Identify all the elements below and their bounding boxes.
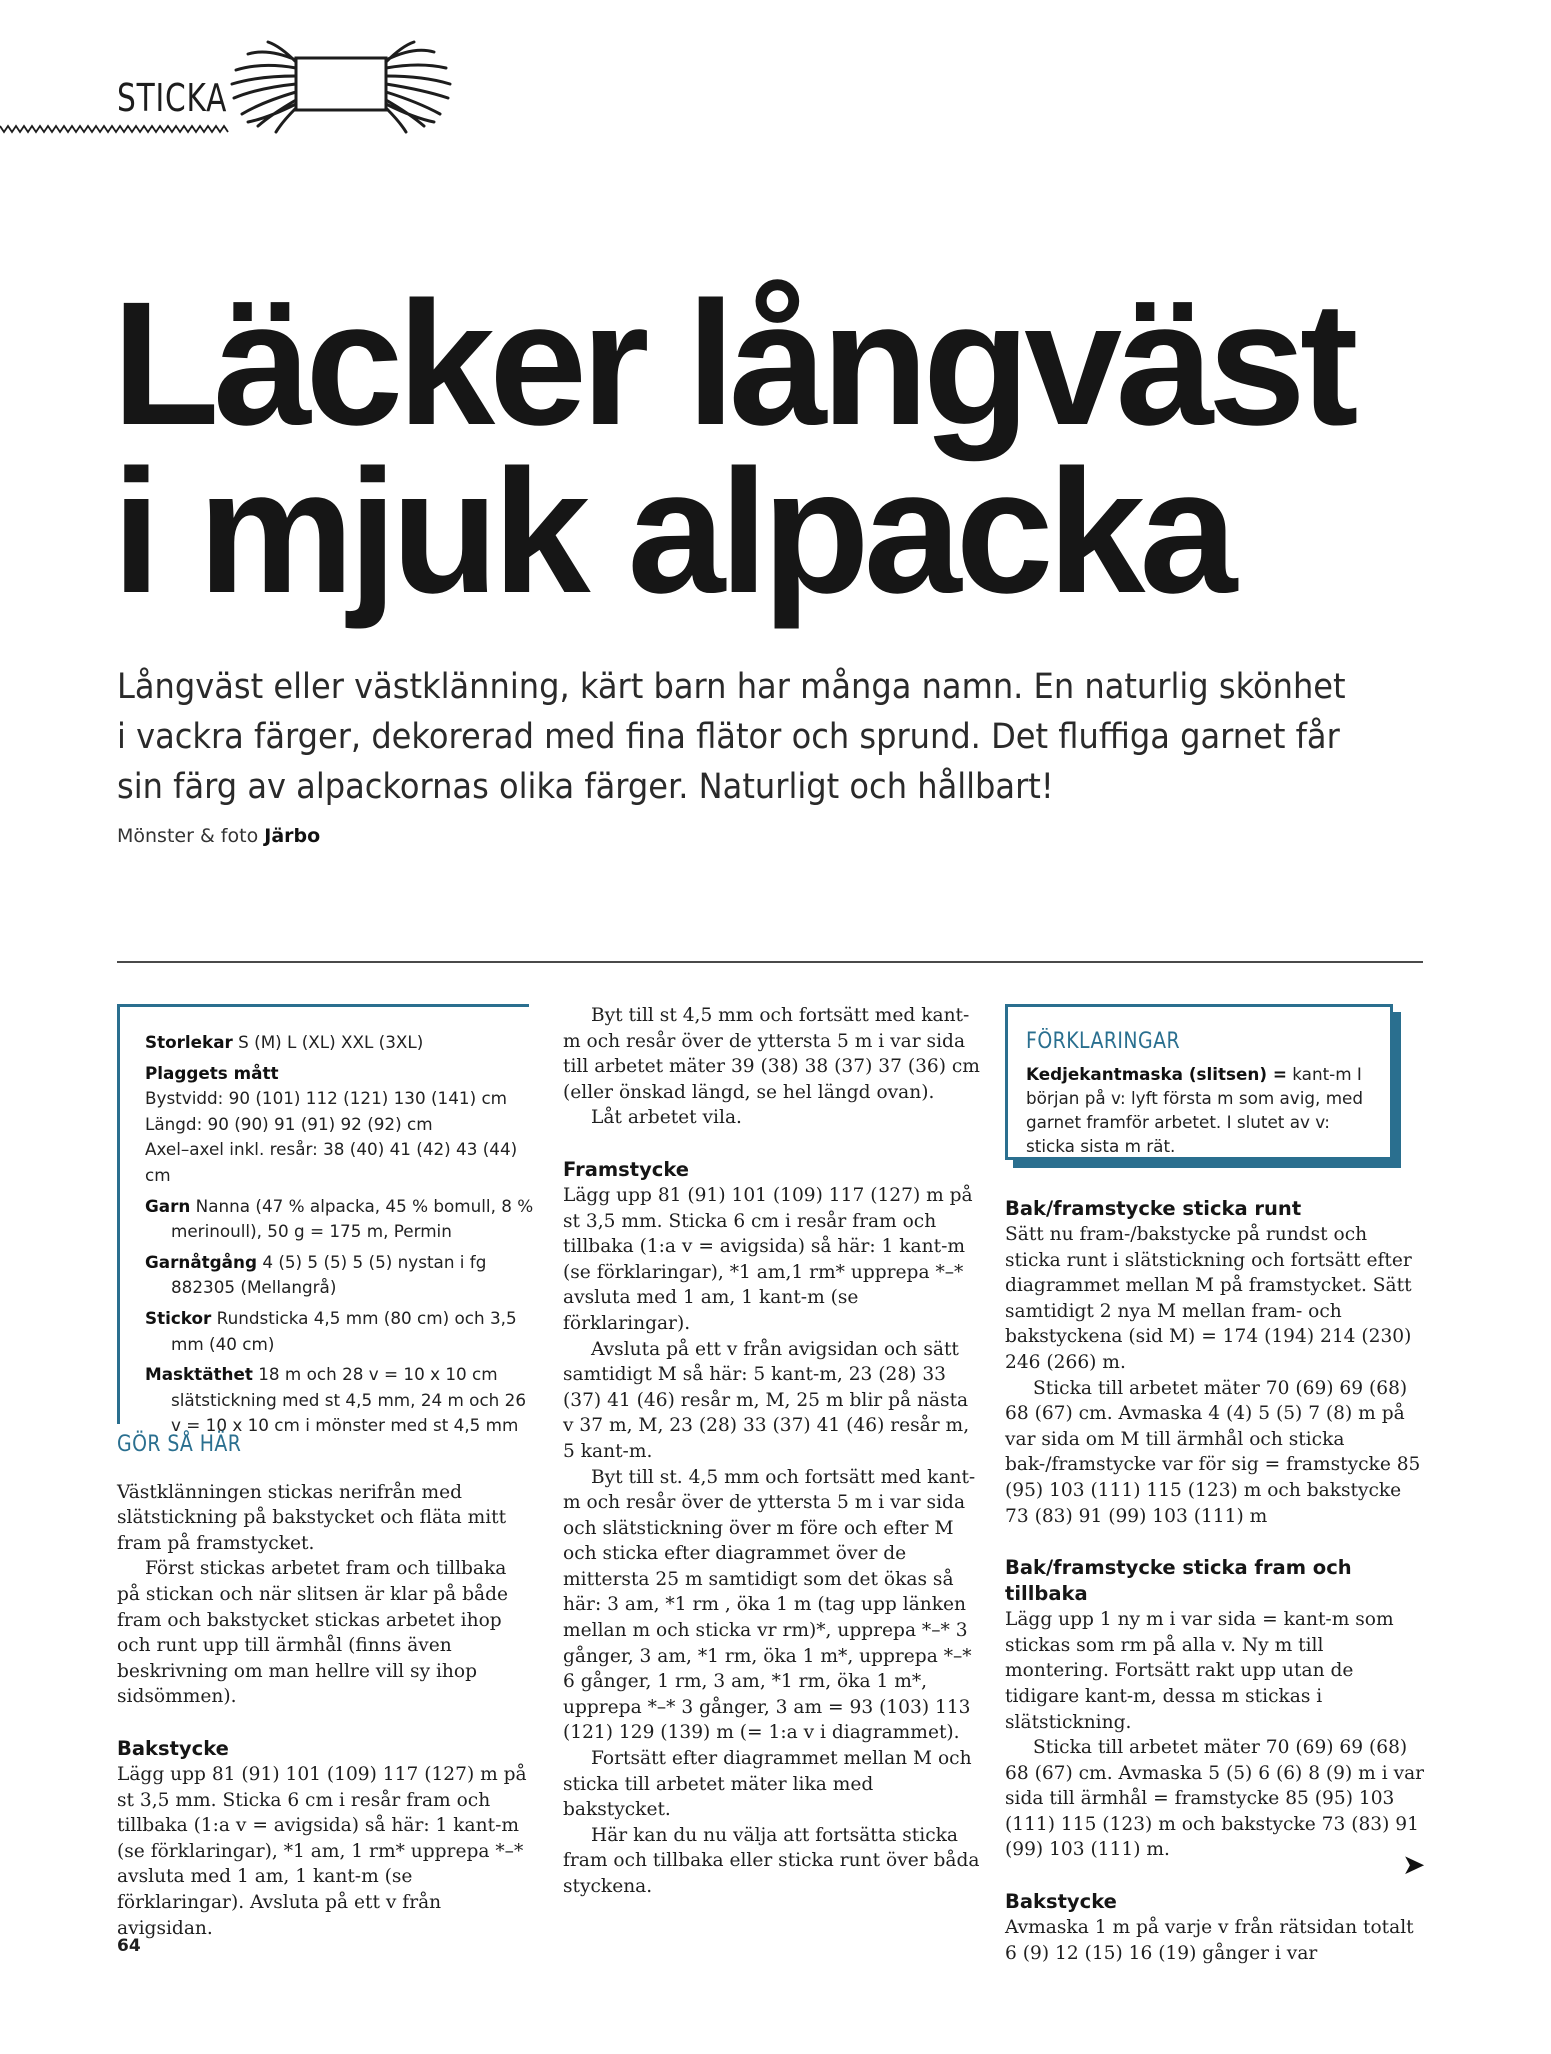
matt-line: Axel–axel inkl. resår: 38 (40) 41 (42) 43 (44) cm: [145, 1139, 518, 1185]
title-line-1: Läcker långväst: [112, 266, 1353, 462]
section-label: STICKA: [117, 76, 228, 120]
paragraph: Fortsätt efter diagrammet mellan M och sticka till arbetet mäter lika med bakstycket.: [563, 1748, 972, 1821]
explanation-text: [1026, 1062, 1372, 1158]
continue-arrow-icon: ➤: [1402, 1849, 1426, 1880]
yarn-skein-icon: [228, 40, 453, 135]
stickor-value: Rundsticka 4,5 mm (80 cm) och 3,5 mm (40 cm): [171, 1307, 517, 1354]
credit-line: [117, 825, 320, 847]
zigzag-divider: [0, 124, 230, 134]
column-1: [117, 1432, 532, 1941]
page-title: [112, 266, 1353, 630]
paragraph: Lägg upp 81 (91) 101 (109) 117 (127) m på st 3,5 mm. Sticka 6 cm i resår fram och tillbaka (1:a v = avigsida) så här: 1 kant-m (se förklaringar), *1 am, 1 rm* upprepa *–* avsluta med 1 am, 1 kant-m (se förklaringar). Avsluta på ett v från avigsidan.: [117, 1763, 527, 1939]
explanations-box: [1005, 1004, 1393, 1160]
explanation-definition: kant-m I början på v: lyft första m som avig, med garnet framför arbetet. I slutet av v: sticka sista m rät.: [1026, 1064, 1364, 1156]
page-number: 64: [117, 1936, 141, 1956]
paragraph: Västklänningen stickas nerifrån med slätstickning på bakstycket och fläta mitt fram på framstycket.: [117, 1481, 507, 1554]
paragraph: Avmaska 1 m på varje v från rätsidan totalt 6 (9) 12 (15) 16 (19) gånger i var: [1005, 1917, 1414, 1964]
facts-panel: [145, 1030, 535, 1444]
column-3: [1005, 1196, 1425, 1966]
matt-line: Bystvidd: 90 (101) 112 (121) 130 (141) cm: [145, 1088, 508, 1109]
column-2: [563, 1003, 983, 1900]
subheading-runt: Bak/framstycke sticka runt: [1005, 1197, 1302, 1220]
paragraph: Sticka till arbetet mäter 70 (69) 69 (68) 68 (67) cm. Avmaska 5 (5) 6 (6) 8 (9) m i var sida till ärmhål = framstycke 85 (95) 103 (111) 115 (123) m och bakstycke 73 (83) 91 (99) 103 (111) m.: [1005, 1737, 1425, 1861]
paragraph: Låt arbetet vila.: [591, 1107, 742, 1129]
lead-paragraph: Långväst eller västklänning, kärt barn har många namn. En naturlig skönhet i vackra färger, dekorerad med fina flätor och sprund. Det fluffiga garnet får sin färg av alpackornas olika färger. Naturligt och hållbart!: [117, 667, 1346, 807]
stickor-label: Stickor: [145, 1307, 212, 1328]
garnatgang-label: Garnåtgång: [145, 1251, 257, 1272]
paragraph: Sätt nu fram-/bakstycke på rundst och sticka runt i slätstickning och fortsätt efter diagrammet mellan M på framstycket. Sätt samtidigt 2 nya M mellan fram- och bakstyckena (sid M) = 174 (194) 214 (230) 246 (266) m.: [1005, 1224, 1412, 1373]
garn-label: Garn: [145, 1195, 191, 1216]
explanation-term: Kedjekantmaska (slitsen) =: [1026, 1064, 1287, 1084]
paragraph: Lägg upp 1 ny m i var sida = kant-m som stickas som rm på alla v. Ny m till montering. Fortsätt rakt upp utan de tidigare kant-m, dessa m stickas i slätstickning.: [1005, 1609, 1394, 1733]
title-line-2: i mjuk alpacka: [112, 434, 1232, 630]
paragraph: Avsluta på ett v från avigsidan och sätt samtidigt M så här: 5 kant-m, 23 (28) 33 (37) 41 (46) resår m, M, 25 m blir på nästa v 37 m, M, 23 (28) 33 (37) 41 (46) resår m, 5 kant-m.: [563, 1338, 970, 1462]
subheading-fram-och-tillbaka: Bak/framstycke sticka fram och tillbaka: [1005, 1556, 1352, 1606]
masktathet-label: Masktäthet: [145, 1364, 253, 1385]
storlekar-value: S (M) L (XL) XXL (3XL): [238, 1032, 424, 1052]
garn-value: Nanna (47 % alpacka, 45 % bomull, 8 % merinoull), 50 g = 175 m, Permin: [171, 1195, 534, 1242]
paragraph: Här kan du nu välja att fortsätta sticka fram och tillbaka eller sticka runt över båda styckena.: [563, 1824, 980, 1897]
paragraph: Byt till st 4,5 mm och fortsätt med kant-m och resår över de yttersta 5 m i var sida till arbetet mäter 39 (38) 38 (37) 37 (36) cm (eller önskad längd, se hel längd ovan).: [563, 1005, 980, 1103]
paragraph: Byt till st. 4,5 mm och fortsätt med kant-m och resår över de yttersta 5 m i var sida och slätstickning över m före och efter M och sticka efter diagrammet över de mittersta 25 m samtidigt som det ökas så här: 3 am, *1 rm , öka 1 m (tag upp länken mellan m och sticka vr rm)*, upprepa *–* 3 gånger, 3 am, *1 rm, öka 1 m*, upprepa *–* 6 gånger, 1 rm, 3 am, *1 rm, öka 1 m*, upprepa *–* 3 gånger, 3 am = 93 (103) 113 (121) 129 (139) m (= 1:a v i diagrammet).: [563, 1466, 976, 1744]
paragraph: Sticka till arbetet mäter 70 (69) 69 (68) 68 (67) cm. Avmaska 4 (4) 5 (5) 7 (8) m på var sida om M till ärmhål och sticka bak-/framstycke var för sig = framstycke 85 (95) 103 (111) 115 (123) m och bakstycke 73 (83) 91 (99) 103 (111) m: [1005, 1377, 1421, 1527]
explanations-heading: FÖRKLARINGAR: [1026, 1029, 1181, 1054]
subheading-bakstycke-2: Bakstycke: [1005, 1890, 1117, 1914]
horizontal-rule: [117, 961, 1423, 963]
matt-label: Plaggets mått: [145, 1062, 279, 1083]
matt-line: Längd: 90 (90) 91 (91) 92 (92) cm: [145, 1113, 433, 1134]
instructions-heading: GÖR SÅ HÄR: [117, 1432, 242, 1457]
garnatgang-value: 4 (5) 5 (5) 5 (5) nystan i fg 882305 (Mellangrå): [171, 1251, 487, 1298]
storlekar-label: Storlekar: [145, 1032, 233, 1052]
credit-prefix: Mönster & foto: [117, 825, 259, 847]
subheading-framstycke: Framstycke: [563, 1157, 690, 1181]
subheading-bakstycke: Bakstycke: [117, 1736, 229, 1760]
paragraph: Lägg upp 81 (91) 101 (109) 117 (127) m på st 3,5 mm. Sticka 6 cm i resår fram och tillbaka (1:a v = avigsida) så här: 1 kant-m (se förklaringar), *1 am,1 rm* upprepa *–* avsluta med 1 am, 1 kant-m (se förklaringar).: [563, 1184, 973, 1334]
masktathet-value: 18 m och 28 v = 10 x 10 cm slätstickning med st 4,5 mm, 24 m och 26 v = 10 x 10 cm i mönster med st 4,5 mm: [171, 1364, 527, 1436]
credit-name: Järbo: [264, 825, 321, 847]
paragraph: Först stickas arbetet fram och tillbaka på stickan och när slitsen är klar på både fram och bakstycket stickas arbetet ihop och runt upp till ärmhål (finns även beskrivning om man hellre vill sy ihop sidsömmen).: [117, 1558, 508, 1708]
